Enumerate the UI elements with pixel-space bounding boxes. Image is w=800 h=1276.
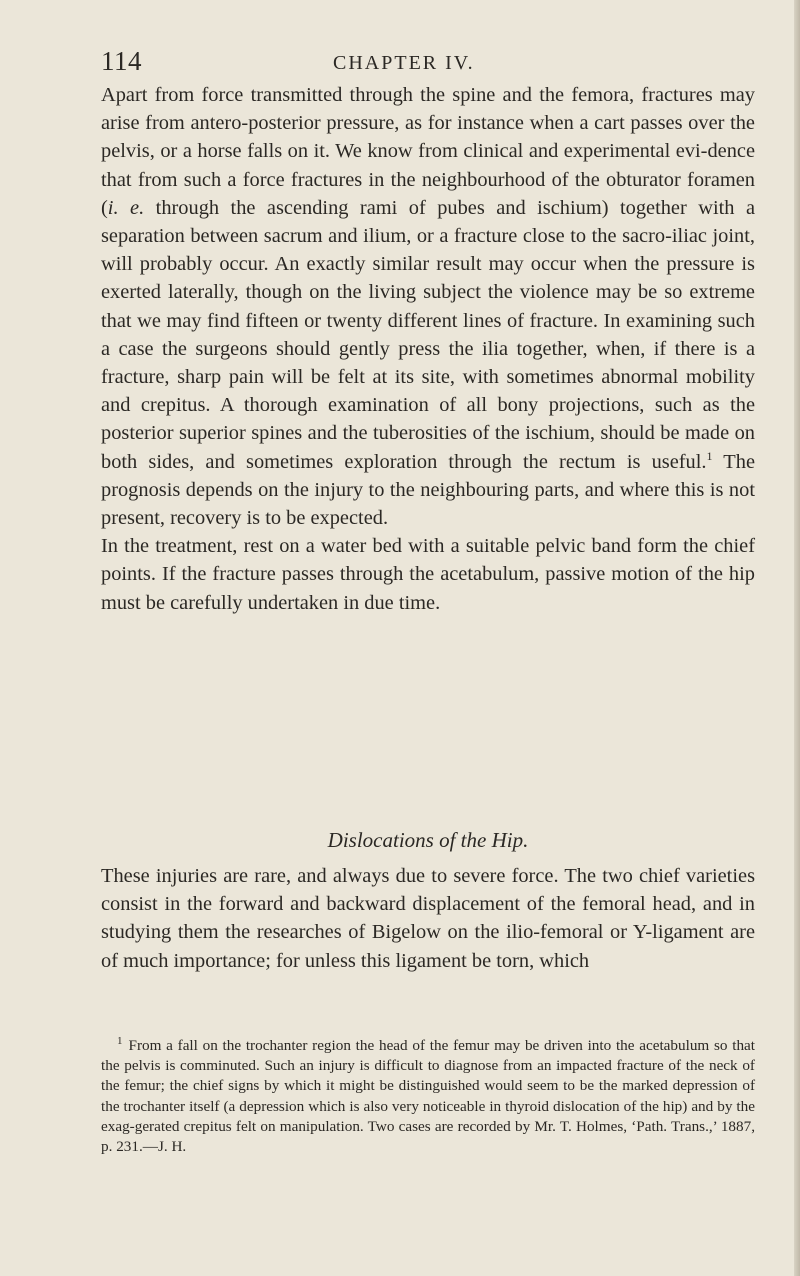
- paragraph: In the treatment, rest on a water bed with a suitable pelvic band form the chief points. If the fracture passes through the acetabulum, passive motion of the hip must be carefully undertaken in due time.: [101, 535, 755, 614]
- footnote-text: From a fall on the trochanter region the head of the femur may be driven into the acetabulum so that the pelvis is comminuted. Such an injury is difficult to diagnose from an impacted fracture of the neck of the femur; the chief signs by which it might be distinguished would seem to be the marked depression of the trochanter itself (a depression which is also very noticeable in thyroid dislocation of the hip) and by the exag-gerated crepitus felt on manipulation. Two cases are recorded by Mr. T. Holmes, ‘Path. Trans.,’ 1887, p. 231.—J. H.: [101, 1037, 755, 1156]
- paragraph: These injuries are rare, and always due to severe force. The two chief varieties consist in the forward and backward displacement of the femoral head, and in studying them the researches of Bigelow on the ilio-femoral or Y-ligament are of much importance; for unless this ligament be torn, which: [101, 865, 755, 972]
- paragraph: [101, 81, 755, 532]
- running-head: CHAPTER IV.: [333, 52, 475, 74]
- text-run: through the ascending rami of pubes and ischium) together with a separation between sacrum and ilium, or a fracture close to the sacro-iliac joint, will probably occur. An exactly similar result may occur when the pressure is exerted laterally, though on the living subject the violence may be so extreme that we may find fifteen or twenty different lines of fracture. In examining such a case the surgeons should gently press the ilia together, when, if there is a fracture, sharp pain will be felt at its site, with sometimes abnormal mobility and crepitus. A thorough examination of all bony projections, such as the posterior superior spines and the tuberosities of the ischium, should be made on both sides, and sometimes exploration through the rectum is useful.: [101, 196, 756, 473]
- text-run: The prognosis depends on the injury to the neighbouring parts, and where this is not present, recovery is to be expected.: [101, 450, 756, 530]
- italic-text: i. e.: [107, 196, 145, 219]
- page-edge: [794, 0, 800, 1276]
- body-text: [101, 81, 755, 617]
- footnote-reference: 1: [706, 448, 713, 463]
- section-heading: Dislocations of the Hip.: [327, 828, 529, 852]
- section-body-text: [101, 862, 755, 975]
- page-header: [101, 46, 741, 80]
- footnote: [101, 1036, 755, 1157]
- page-number: 114: [101, 46, 142, 76]
- footnote-marker: 1: [117, 1034, 123, 1047]
- footnote-paragraph: [101, 1036, 755, 1157]
- text-run: Apart from force transmitted through the spine and the femora, fractures may arise from antero-posterior pressure, as for instance when a cart passes over the pelvis, or a horse falls on it. We know from clinical and experimental evi-dence that from such a force fractures in the neighbourhood of the obturator foramen (: [101, 84, 755, 219]
